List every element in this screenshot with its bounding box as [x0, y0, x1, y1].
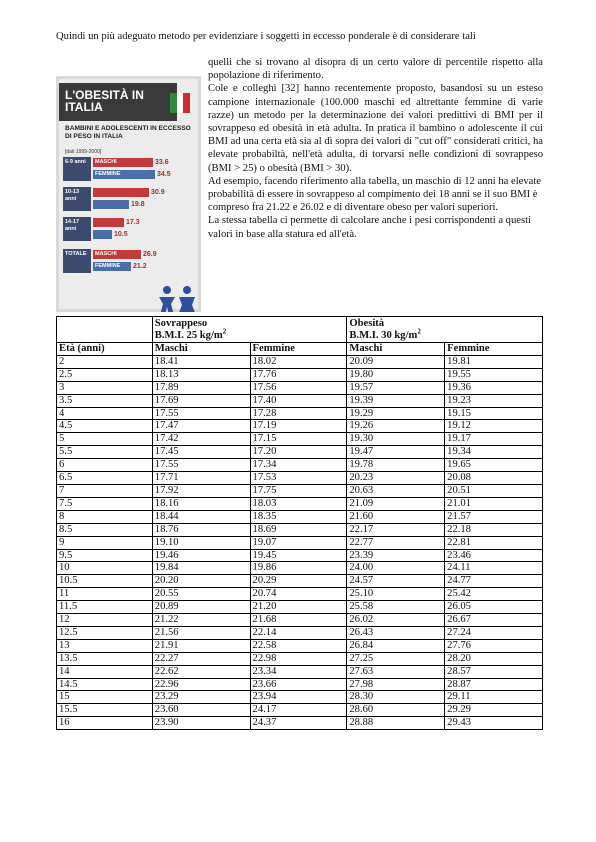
table-row	[57, 368, 543, 381]
age-cell: 15	[57, 691, 153, 704]
obesity-label: Obesità	[349, 318, 385, 329]
infographic-subtitle: BAMBINI E ADOLESCENTI IN ECCESSO DI PESO IN ITALIA	[65, 125, 191, 140]
bar-value-label: 10.5	[114, 231, 128, 238]
obesity-infographic	[56, 76, 201, 312]
flag-stripe-white	[177, 93, 184, 113]
bmi-value-cell: 20.09	[347, 355, 445, 368]
table-row	[57, 665, 543, 678]
bmi-value-cell: 21.20	[250, 601, 347, 614]
table-row	[57, 588, 543, 601]
bmi-value-cell: 24.77	[445, 575, 543, 588]
bmi-value-cell: 20.20	[152, 575, 250, 588]
bmi-value-cell: 18.02	[250, 355, 347, 368]
age-group	[63, 157, 194, 181]
bar-value-label: 17.3	[126, 219, 140, 226]
bar-gender-label: MASCHI	[95, 251, 117, 257]
bmi-value-cell: 28.30	[347, 691, 445, 704]
bmi-value-cell: 28.87	[445, 678, 543, 691]
bmi-value-cell: 23.39	[347, 549, 445, 562]
bmi-value-cell: 18.44	[152, 510, 250, 523]
bmi-value-cell: 23.66	[250, 678, 347, 691]
bmi-value-cell: 17.55	[152, 407, 250, 420]
bmi-value-cell: 27.24	[445, 626, 543, 639]
bmi-cutoff-table	[56, 316, 543, 730]
bmi-value-cell: 20.63	[347, 484, 445, 497]
age-cell: 12.5	[57, 626, 153, 639]
table-group-header-row	[57, 317, 543, 343]
age-cell: 2.5	[57, 368, 153, 381]
bmi-value-cell: 26.05	[445, 601, 543, 614]
bmi-value-cell: 19.30	[347, 433, 445, 446]
infographic-dates: [dati 1999-2000]	[65, 149, 102, 155]
bmi-value-cell: 17.20	[250, 446, 347, 459]
bmi-value-cell: 20.74	[250, 588, 347, 601]
bar-row	[93, 187, 194, 198]
age-cell: 5.5	[57, 446, 153, 459]
bmi-value-cell: 17.92	[152, 484, 250, 497]
table-row	[57, 614, 543, 627]
percentage-bar	[93, 200, 129, 209]
column-header-age: Età (anni)	[57, 343, 153, 356]
bmi-value-cell: 22.98	[250, 652, 347, 665]
bmi-value-cell: 24.17	[250, 704, 347, 717]
age-cell: 5	[57, 433, 153, 446]
age-cell: 8.5	[57, 523, 153, 536]
bmi-value-cell: 26.02	[347, 614, 445, 627]
bmi-value-cell: 17.76	[250, 368, 347, 381]
bar-row	[93, 169, 194, 180]
age-cell: 4.5	[57, 420, 153, 433]
bar-value-label: 26.9	[143, 251, 157, 258]
bmi-value-cell: 19.29	[347, 407, 445, 420]
age-cell: 6.5	[57, 472, 153, 485]
bar-value-label: 34.5	[157, 171, 171, 178]
table-row	[57, 381, 543, 394]
age-cell: 4	[57, 407, 153, 420]
table-row	[57, 691, 543, 704]
bmi-value-cell: 19.12	[445, 420, 543, 433]
bmi-value-cell: 21.22	[152, 614, 250, 627]
percentage-bar	[93, 230, 112, 239]
age-cell: 16	[57, 717, 153, 730]
bmi-value-cell: 28.20	[445, 652, 543, 665]
bmi-value-cell: 21.57	[445, 510, 543, 523]
flag-stripe-green	[170, 93, 177, 113]
bmi-value-cell: 20.51	[445, 484, 543, 497]
bmi-value-cell: 19.47	[347, 446, 445, 459]
bmi-value-cell: 21.91	[152, 639, 250, 652]
bmi-value-cell: 28.57	[445, 665, 543, 678]
bmi-value-cell: 22.27	[152, 652, 250, 665]
bmi-value-cell: 28.60	[347, 704, 445, 717]
bmi-value-cell: 19.36	[445, 381, 543, 394]
bmi-value-cell: 21.09	[347, 497, 445, 510]
age-cell: 6	[57, 459, 153, 472]
bmi-value-cell: 19.07	[250, 536, 347, 549]
age-cell: 14.5	[57, 678, 153, 691]
bmi-value-cell: 17.53	[250, 472, 347, 485]
table-row	[57, 472, 543, 485]
bmi-value-cell: 26.43	[347, 626, 445, 639]
bar-row	[93, 199, 194, 210]
table-row	[57, 536, 543, 549]
age-cell: 3.5	[57, 394, 153, 407]
age-cell: 2	[57, 355, 153, 368]
table-row	[57, 652, 543, 665]
bmi-value-cell: 19.34	[445, 446, 543, 459]
obesity-group-header	[347, 317, 543, 343]
bmi-value-cell: 19.15	[445, 407, 543, 420]
bmi-value-cell: 19.57	[347, 381, 445, 394]
intro-paragraph-2: Cole e colleghi [32] hanno recentemente proposto, basandosi su un esteso campione internazionale (100.000 maschi ed altrettante femmine di varie razze) un metodo per la determinazione dei valori predittivi di BMI per il sovrappeso ed obesità in età adulta. In pratica il bambino o adolescente il cui BMI ad una certa età sia al di sopra dei valori di "cut off" considerati critici, ha elevate probabiltà, nell'età adulta, di torvarsi nelle condizioni di sovrappeso (BMI > 25) o obesità (BMI > 30).	[208, 83, 543, 174]
bmi-value-cell: 19.86	[250, 562, 347, 575]
age-group	[63, 249, 194, 273]
bar-row	[93, 217, 194, 228]
age-group-label: 6-9 anni	[63, 157, 91, 181]
table-row	[57, 549, 543, 562]
bmi-value-cell: 27.25	[347, 652, 445, 665]
bmi-value-cell: 17.71	[152, 472, 250, 485]
age-group-label: TOTALE	[63, 249, 91, 273]
bmi-value-cell: 17.89	[152, 381, 250, 394]
age-cell: 13.5	[57, 652, 153, 665]
bmi-value-cell: 21.68	[250, 614, 347, 627]
bmi-value-cell: 22.17	[347, 523, 445, 536]
age-cell: 7.5	[57, 497, 153, 510]
bar-gender-label: FEMMINE	[95, 171, 121, 177]
flag-stripe-red	[183, 93, 190, 113]
bmi-value-cell: 20.08	[445, 472, 543, 485]
intro-paragraph-1: quelli che si trovano al disopra di un certo valore di percentile rispetto alla popolazione di riferimento.	[208, 57, 543, 82]
intro-paragraph-3: Ad esempio, facendo riferimento alla tabella, un maschio di 12 anni ha elevate probabilità di essere in sovrappeso al compimento dei 18 anni se il suo BMI è compreso fra 21.22 e 26.02 e di diventare obeso per valori superiori.	[208, 175, 541, 214]
bar-value-label: 19.8	[131, 201, 145, 208]
infographic-title: L'OBESITÀ IN ITALIA	[65, 88, 144, 114]
italy-flag-icon	[170, 93, 190, 113]
table-row	[57, 433, 543, 446]
bmi-value-cell: 19.26	[347, 420, 445, 433]
column-header-overweight-males: Maschi	[152, 343, 250, 356]
bmi-value-cell: 27.76	[445, 639, 543, 652]
bmi-value-cell: 17.47	[152, 420, 250, 433]
table-body	[57, 355, 543, 729]
age-group-label: 10-13 anni	[63, 187, 91, 211]
bmi-value-cell: 17.19	[250, 420, 347, 433]
bmi-value-cell: 18.03	[250, 497, 347, 510]
bar-row	[93, 249, 194, 260]
bmi-value-cell: 17.42	[152, 433, 250, 446]
bmi-value-cell: 19.84	[152, 562, 250, 575]
intro-text-column	[208, 56, 543, 241]
bmi-value-cell: 29.11	[445, 691, 543, 704]
age-cell: 14	[57, 665, 153, 678]
age-cell: 9.5	[57, 549, 153, 562]
bmi-value-cell: 17.34	[250, 459, 347, 472]
bmi-value-cell: 22.14	[250, 626, 347, 639]
bmi-value-cell: 19.78	[347, 459, 445, 472]
bmi-value-cell: 24.11	[445, 562, 543, 575]
table-row	[57, 484, 543, 497]
bmi-value-cell: 23.46	[445, 549, 543, 562]
intro-first-line: Quindi un più adeguato metodo per evidenziare i soggetti in eccesso ponderale è di considerare tali	[56, 31, 476, 42]
bmi-value-cell: 24.57	[347, 575, 445, 588]
table-row	[57, 601, 543, 614]
bmi-value-cell: 20.89	[152, 601, 250, 614]
bmi-value-cell: 21.56	[152, 626, 250, 639]
table-row	[57, 446, 543, 459]
table-row	[57, 678, 543, 691]
bmi-value-cell: 23.94	[250, 691, 347, 704]
bmi-value-cell: 17.55	[152, 459, 250, 472]
bmi-value-cell: 21.60	[347, 510, 445, 523]
column-header-obesity-females: Femmine	[445, 343, 543, 356]
bar-row	[93, 261, 194, 272]
percentage-bar	[93, 218, 124, 227]
bmi-value-cell: 23.29	[152, 691, 250, 704]
bar-row	[93, 157, 194, 168]
bmi-value-cell: 29.29	[445, 704, 543, 717]
bmi-value-cell: 27.98	[347, 678, 445, 691]
bmi-value-cell: 18.76	[152, 523, 250, 536]
bmi-value-cell: 19.39	[347, 394, 445, 407]
bar-gender-label: FEMMINE	[95, 263, 121, 269]
bmi-value-cell: 19.65	[445, 459, 543, 472]
bmi-value-cell: 18.41	[152, 355, 250, 368]
bmi-value-cell: 22.62	[152, 665, 250, 678]
table-row	[57, 355, 543, 368]
infographic-panel	[59, 79, 198, 309]
table-row	[57, 523, 543, 536]
age-cell: 11	[57, 588, 153, 601]
bmi-value-cell: 18.69	[250, 523, 347, 536]
age-cell: 3	[57, 381, 153, 394]
bmi-value-cell: 19.81	[445, 355, 543, 368]
age-cell: 15.5	[57, 704, 153, 717]
bmi-value-cell: 19.46	[152, 549, 250, 562]
column-header-overweight-females: Femmine	[250, 343, 347, 356]
bmi-value-cell: 19.23	[445, 394, 543, 407]
bmi-value-cell: 18.16	[152, 497, 250, 510]
table-row	[57, 575, 543, 588]
bmi-value-cell: 28.88	[347, 717, 445, 730]
bmi-value-cell: 23.34	[250, 665, 347, 678]
bmi-value-cell: 22.58	[250, 639, 347, 652]
table-corner-cell	[57, 317, 153, 343]
overweight-group-header	[152, 317, 347, 343]
bmi-value-cell: 19.80	[347, 368, 445, 381]
table-row	[57, 420, 543, 433]
bmi-value-cell: 26.84	[347, 639, 445, 652]
bar-value-label: 30.9	[151, 189, 165, 196]
bar-value-label: 33.6	[155, 159, 169, 166]
table-column-header-row	[57, 343, 543, 356]
bmi-value-cell: 22.81	[445, 536, 543, 549]
bmi-value-cell: 17.69	[152, 394, 250, 407]
bmi-value-cell: 19.55	[445, 368, 543, 381]
bmi-value-cell: 19.45	[250, 549, 347, 562]
overweight-bmi: B.M.I. 25 $kg/m^2$	[154, 327, 227, 341]
bmi-value-cell: 18.13	[152, 368, 250, 381]
bar-value-label: 21.2	[133, 263, 147, 270]
bmi-value-cell: 17.40	[250, 394, 347, 407]
bmi-value-cell: 23.90	[152, 717, 250, 730]
age-cell: 7	[57, 484, 153, 497]
bmi-value-cell: 19.17	[445, 433, 543, 446]
bar-gender-label: MASCHI	[95, 159, 117, 165]
bmi-value-cell: 17.15	[250, 433, 347, 446]
overweight-label: Sovrappeso	[154, 318, 208, 329]
bmi-value-cell: 25.42	[445, 588, 543, 601]
age-cell: 10.5	[57, 575, 153, 588]
percentage-bar	[93, 188, 149, 197]
bmi-value-cell: 17.75	[250, 484, 347, 497]
table-row	[57, 704, 543, 717]
bmi-value-cell: 20.23	[347, 472, 445, 485]
bmi-value-cell: 22.96	[152, 678, 250, 691]
children-icon	[154, 285, 200, 312]
bmi-value-cell: 17.56	[250, 381, 347, 394]
intro-paragraph-4: La stessa tabella ci permette di calcolare anche i pesi corrispondenti a questi valori in base alla statura ed all'età.	[208, 215, 531, 240]
age-cell: 9	[57, 536, 153, 549]
bmi-value-cell: 20.55	[152, 588, 250, 601]
bmi-value-cell: 18.35	[250, 510, 347, 523]
table-row	[57, 626, 543, 639]
bmi-value-cell: 23.60	[152, 704, 250, 717]
bmi-value-cell: 25.58	[347, 601, 445, 614]
age-group	[63, 217, 194, 241]
age-cell: 8	[57, 510, 153, 523]
bmi-value-cell: 26.67	[445, 614, 543, 627]
age-cell: 11.5	[57, 601, 153, 614]
age-cell: 10	[57, 562, 153, 575]
bmi-value-cell: 20.29	[250, 575, 347, 588]
table-row	[57, 497, 543, 510]
bmi-value-cell: 22.77	[347, 536, 445, 549]
age-group-label: 14-17 anni	[63, 217, 91, 241]
table-row	[57, 717, 543, 730]
bmi-value-cell: 24.00	[347, 562, 445, 575]
bmi-value-cell: 29.43	[445, 717, 543, 730]
age-cell: 12	[57, 614, 153, 627]
bmi-value-cell: 22.18	[445, 523, 543, 536]
age-cell: 13	[57, 639, 153, 652]
column-header-obesity-males: Maschi	[347, 343, 445, 356]
obesity-bmi: B.M.I. 30 $kg/m^2$	[349, 327, 421, 341]
age-group	[63, 187, 194, 211]
bmi-value-cell: 17.45	[152, 446, 250, 459]
bar-row	[93, 229, 194, 240]
table-row	[57, 394, 543, 407]
bmi-value-cell: 25.10	[347, 588, 445, 601]
table-row	[57, 562, 543, 575]
bmi-value-cell: 17.28	[250, 407, 347, 420]
table-row	[57, 639, 543, 652]
bmi-value-cell: 19.10	[152, 536, 250, 549]
table-row	[57, 510, 543, 523]
table-row	[57, 407, 543, 420]
bmi-value-cell: 21.01	[445, 497, 543, 510]
bmi-value-cell: 27.63	[347, 665, 445, 678]
table-row	[57, 459, 543, 472]
bmi-value-cell: 24.37	[250, 717, 347, 730]
